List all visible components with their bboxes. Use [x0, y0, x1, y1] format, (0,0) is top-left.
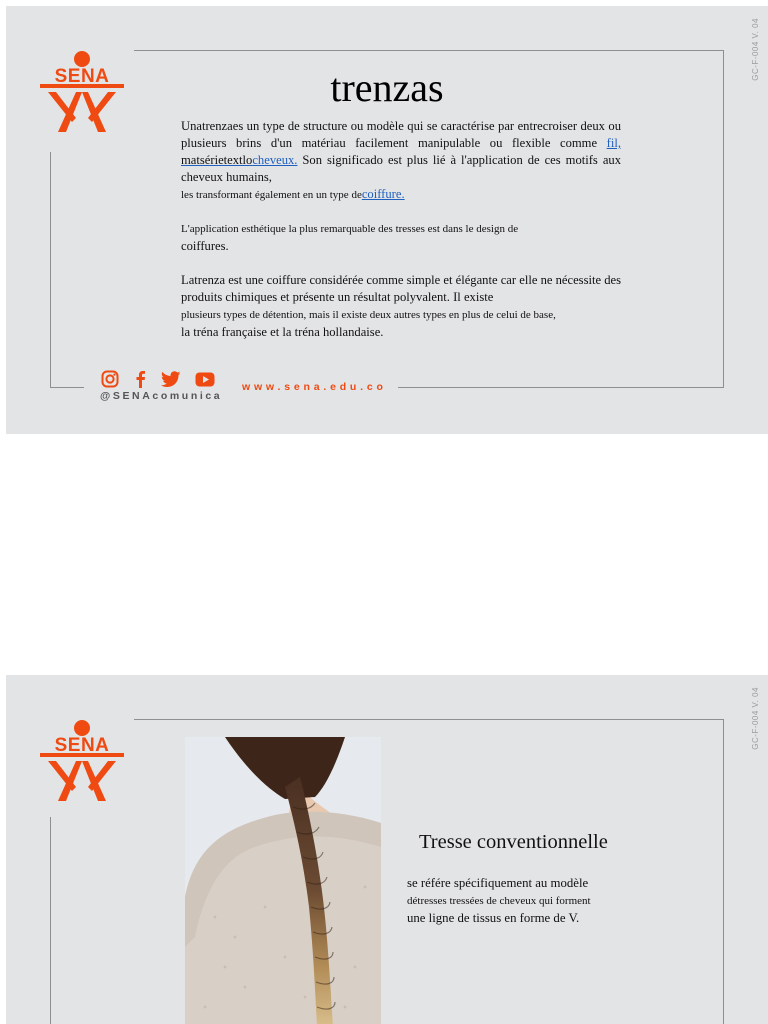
paragraph-small-text: les transformant également en un type de: [181, 189, 362, 201]
link-coiffure[interactable]: coiffure.: [361, 187, 405, 201]
facebook-icon[interactable]: [133, 370, 147, 388]
social-icons: [101, 368, 215, 390]
paragraph-text: Son significado est plus lié à l'application de ces motifs aux cheveux humains,: [181, 153, 621, 184]
frame-left-line: [50, 817, 51, 1024]
description-text: une ligne de tissus en forme de V.: [407, 911, 580, 925]
frame-right-line: [723, 719, 724, 1024]
paragraph-text: la tréna française et la tréna hollandaise.: [181, 325, 384, 339]
paragraph-text: Latrenza est une coiffure considérée comme simple et élégante car elle ne nécessite des produits chimiques et présente un résultat polyvalent. Il existe: [181, 273, 621, 304]
frame-left-line: [50, 152, 51, 388]
slide-2: [6, 675, 768, 1024]
slide-1: [6, 6, 768, 434]
section-heading: Tresse conventionnelle: [419, 831, 608, 853]
paragraph-text: L'application esthétique la plus remarquable des tresses est dans le design de: [181, 223, 519, 235]
paragraph-small-text: plusieurs types de détention, mais il existe deux autres types en plus de celui de base,: [181, 309, 556, 321]
link-fil[interactable]: fil,: [606, 136, 621, 150]
instagram-icon[interactable]: [101, 370, 119, 388]
twitter-icon[interactable]: [161, 371, 181, 388]
frame-top-line: [134, 719, 724, 720]
website-link[interactable]: www.sena.edu.co: [242, 381, 387, 393]
braid-photo: [185, 737, 381, 1024]
sena-logo-text: SENA: [54, 66, 110, 87]
frame-top-line: [134, 50, 724, 51]
paragraph-text: Unatrenzaes un type de structure ou modèle qui se caractérise par entrecroiser deux ou plusieurs brins d'un matériau facilement manipulable ou flexible comme: [181, 119, 621, 150]
frame-bottom-line-right: [398, 387, 724, 388]
document-code: GC-F-004 V. 04: [751, 18, 760, 81]
description-small-text: détresses tressées de cheveux qui forment: [407, 895, 591, 907]
sena-logo-text: SENA: [54, 735, 110, 756]
frame-bottom-line-left: [50, 387, 84, 388]
paragraph-text: coiffures.: [181, 239, 229, 253]
description-text: se référe spécifiquement au modèle: [407, 876, 589, 890]
paragraph-aesthetic: [181, 220, 621, 255]
page-title: trenzas: [330, 65, 444, 110]
paragraph-types: [181, 272, 621, 341]
paragraph-definition: [181, 118, 621, 204]
sena-logo: [36, 717, 128, 807]
youtube-icon[interactable]: [195, 372, 215, 387]
link-cheveux[interactable]: cheveux.: [252, 153, 298, 167]
paragraph-text: matsérietextlo: [181, 153, 253, 167]
document-code: GC-F-004 V. 04: [751, 687, 760, 750]
social-handle[interactable]: @SENAcomunica: [100, 390, 223, 402]
section-description: [407, 875, 617, 927]
